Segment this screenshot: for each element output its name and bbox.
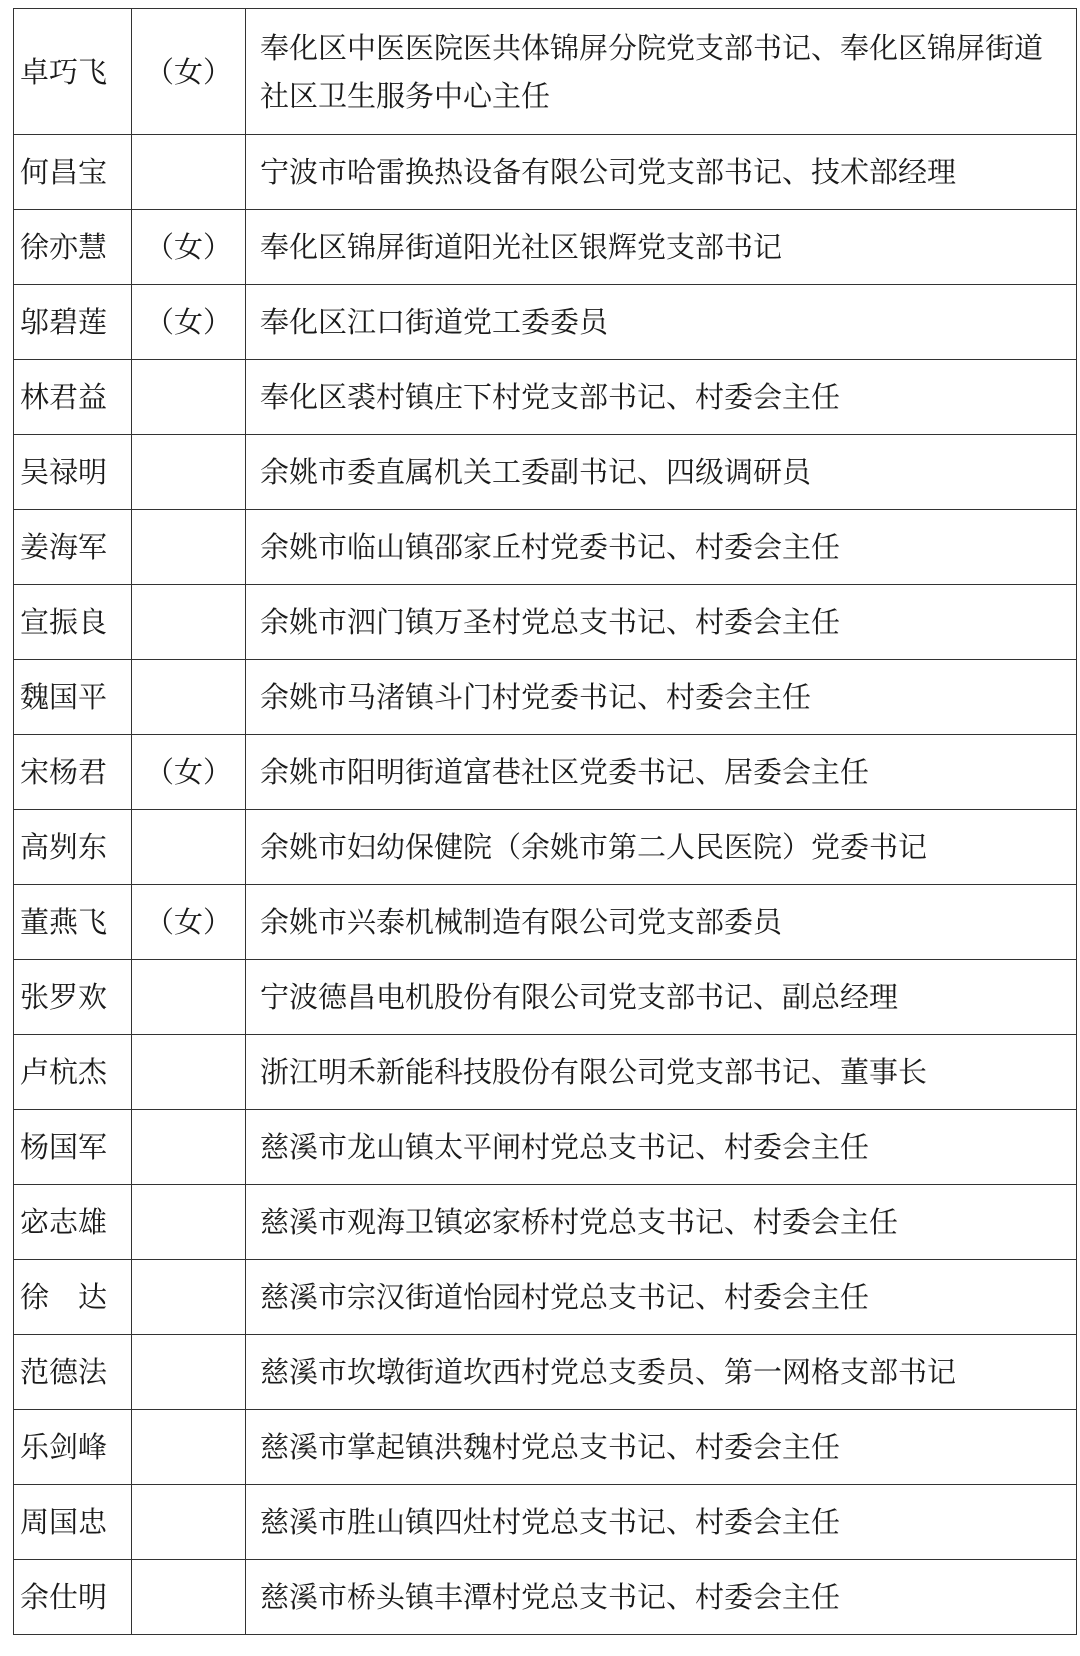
gender-note-cell [132,1035,246,1110]
person-name-cell: 宋杨君 [14,735,132,810]
person-name-cell: 吴禄明 [14,435,132,510]
table-row [14,1035,1077,1110]
person-name-cell: 魏国平 [14,660,132,735]
person-name-cell: 董燕飞 [14,885,132,960]
gender-note-cell [132,1110,246,1185]
gender-note-cell [132,585,246,660]
position-cell: 慈溪市掌起镇洪魏村党总支书记、村委会主任 [246,1410,1077,1485]
table-row [14,435,1077,510]
position-cell: 奉化区中医医院医共体锦屏分院党支部书记、奉化区锦屏街道社区卫生服务中心主任 [246,9,1077,135]
position-cell: 慈溪市胜山镇四灶村党总支书记、村委会主任 [246,1485,1077,1560]
person-name-cell: 卢杭杰 [14,1035,132,1110]
table-row [14,285,1077,360]
table-row [14,510,1077,585]
table-row [14,210,1077,285]
table-row [14,660,1077,735]
position-cell: 慈溪市桥头镇丰潭村党总支书记、村委会主任 [246,1560,1077,1635]
position-cell: 奉化区裘村镇庄下村党支部书记、村委会主任 [246,360,1077,435]
position-cell: 余姚市委直属机关工委副书记、四级调研员 [246,435,1077,510]
position-cell: 余姚市马渚镇斗门村党委书记、村委会主任 [246,660,1077,735]
person-name-cell: 余仕明 [14,1560,132,1635]
table-row [14,1185,1077,1260]
position-cell: 奉化区江口街道党工委委员 [246,285,1077,360]
table-row [14,1335,1077,1410]
gender-note-cell: （女） [132,9,246,135]
gender-note-cell [132,435,246,510]
roster-body [14,9,1077,1635]
person-name-cell: 何昌宝 [14,135,132,210]
table-row [14,1560,1077,1635]
gender-note-cell [132,1260,246,1335]
gender-note-cell [132,510,246,585]
person-name-cell: 杨国军 [14,1110,132,1185]
table-row [14,1260,1077,1335]
person-name-cell: 宣振良 [14,585,132,660]
table-row [14,1485,1077,1560]
person-name-cell: 高刿东 [14,810,132,885]
position-cell: 慈溪市宗汉街道怡园村党总支书记、村委会主任 [246,1260,1077,1335]
gender-note-cell [132,1560,246,1635]
position-cell: 慈溪市龙山镇太平闸村党总支书记、村委会主任 [246,1110,1077,1185]
table-row [14,735,1077,810]
table-row [14,360,1077,435]
table-row [14,960,1077,1035]
person-name-cell: 徐 达 [14,1260,132,1335]
gender-note-cell [132,135,246,210]
position-cell: 慈溪市观海卫镇宓家桥村党总支书记、村委会主任 [246,1185,1077,1260]
gender-note-cell: （女） [132,885,246,960]
position-cell: 余姚市妇幼保健院（余姚市第二人民医院）党委书记 [246,810,1077,885]
person-name-cell: 范德法 [14,1335,132,1410]
position-cell: 宁波德昌电机股份有限公司党支部书记、副总经理 [246,960,1077,1035]
table-row [14,1410,1077,1485]
person-name-cell: 周国忠 [14,1485,132,1560]
gender-note-cell: （女） [132,735,246,810]
gender-note-cell [132,810,246,885]
gender-note-cell [132,1410,246,1485]
person-name-cell: 宓志雄 [14,1185,132,1260]
gender-note-cell [132,660,246,735]
person-name-cell: 卓巧飞 [14,9,132,135]
gender-note-cell [132,360,246,435]
table-row [14,585,1077,660]
roster-table [13,8,1077,1635]
table-row [14,9,1077,135]
person-name-cell: 邬碧莲 [14,285,132,360]
position-cell: 浙江明禾新能科技股份有限公司党支部书记、董事长 [246,1035,1077,1110]
gender-note-cell: （女） [132,210,246,285]
position-cell: 慈溪市坎墩街道坎西村党总支委员、第一网格支部书记 [246,1335,1077,1410]
table-row [14,885,1077,960]
person-name-cell: 张罗欢 [14,960,132,1035]
position-cell: 余姚市临山镇邵家丘村党委书记、村委会主任 [246,510,1077,585]
gender-note-cell [132,1185,246,1260]
gender-note-cell: （女） [132,285,246,360]
gender-note-cell [132,1335,246,1410]
person-name-cell: 乐剑峰 [14,1410,132,1485]
position-cell: 余姚市泗门镇万圣村党总支书记、村委会主任 [246,585,1077,660]
person-name-cell: 徐亦慧 [14,210,132,285]
position-cell: 奉化区锦屏街道阳光社区银辉党支部书记 [246,210,1077,285]
table-row [14,810,1077,885]
table-row [14,135,1077,210]
position-cell: 宁波市哈雷换热设备有限公司党支部书记、技术部经理 [246,135,1077,210]
position-cell: 余姚市兴泰机械制造有限公司党支部委员 [246,885,1077,960]
person-name-cell: 林君益 [14,360,132,435]
person-name-cell: 姜海军 [14,510,132,585]
position-cell: 余姚市阳明街道富巷社区党委书记、居委会主任 [246,735,1077,810]
table-row [14,1110,1077,1185]
gender-note-cell [132,960,246,1035]
gender-note-cell [132,1485,246,1560]
